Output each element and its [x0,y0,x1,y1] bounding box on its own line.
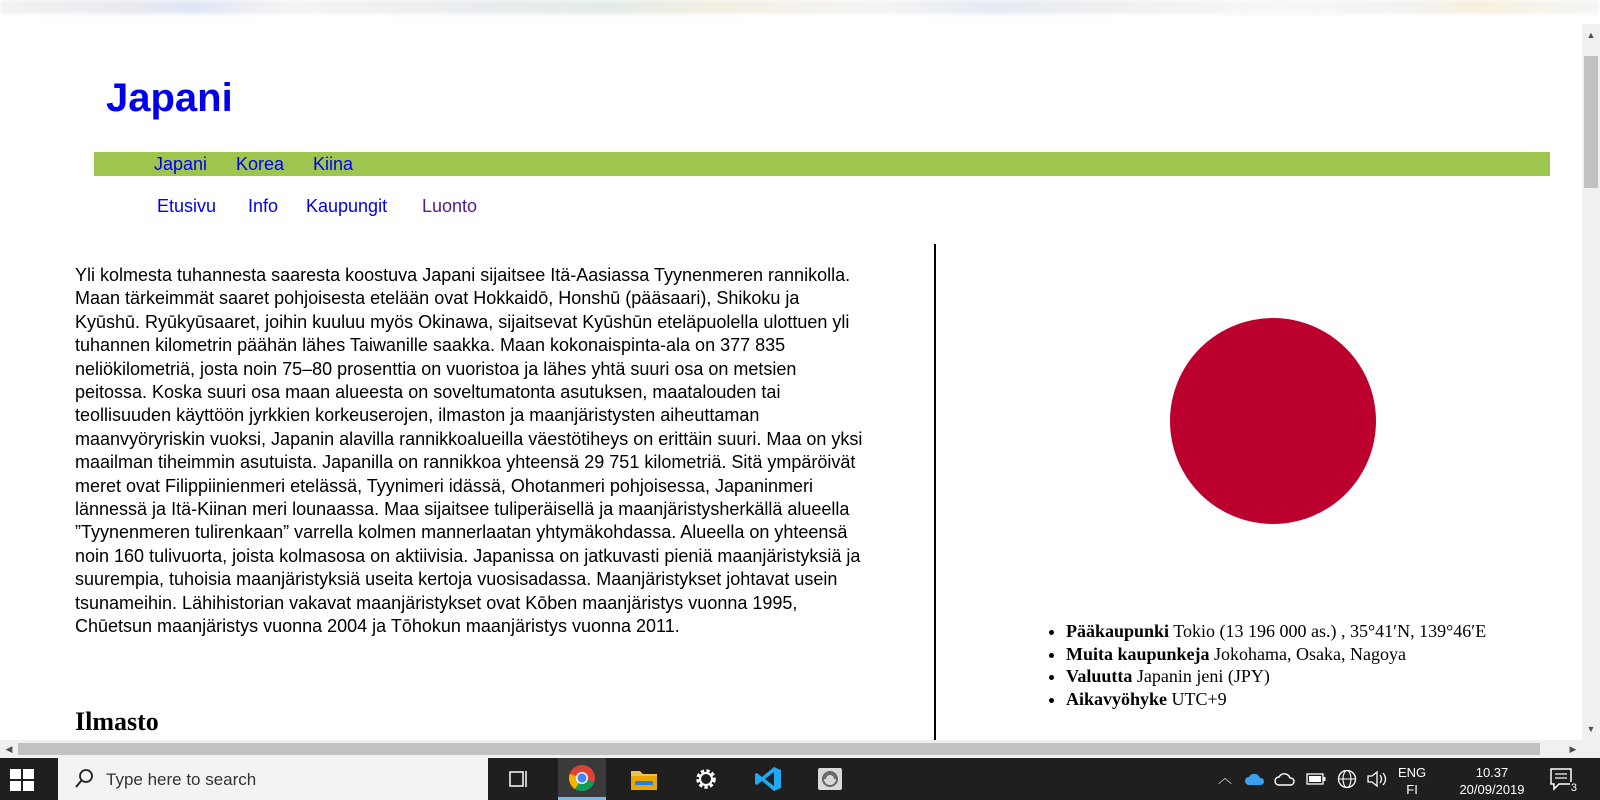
country-nav [94,152,1550,176]
taskbar-search-box[interactable] [58,758,488,800]
clock-time: 10.37 [1475,765,1509,780]
section-nav [0,192,800,222]
fact-item: • Aikavyöhyke UTC+9 [1066,688,1506,711]
vscode-icon[interactable] [744,758,792,800]
vertical-scroll-thumb[interactable] [1584,56,1598,188]
fact-item: • Pääkaupunki Tokio (13 196 000 as.) , 35°41′N, 139°46′E [1066,620,1506,643]
nav-link-japani[interactable]: Japani [154,154,208,174]
nav-link-korea[interactable]: Korea [236,154,285,174]
task-view-icon[interactable] [494,758,542,800]
onedrive-icon[interactable] [1244,772,1266,786]
windows-start-icon[interactable] [10,769,36,791]
notification-count: 3 [1570,782,1577,794]
blurred-browser-top [0,0,1600,24]
horizontal-scrollbar[interactable] [0,740,1600,758]
scroll-right-icon[interactable]: ▶ [1569,744,1577,754]
subnav-link-kaupungit[interactable]: Kaupungit [306,196,388,216]
clock-date: 20/09/2019 [1459,782,1525,797]
fact-item: • Muita kaupunkeja Jokohama, Osaka, Nagoya [1066,643,1506,666]
nav-link-kiina[interactable]: Kiina [313,154,354,174]
subnav-link-info[interactable]: Info [248,196,279,216]
network-globe-icon[interactable] [1336,769,1358,789]
notification-center-icon[interactable] [1548,766,1576,794]
scroll-down-icon[interactable]: ▼ [1586,724,1596,734]
settings-icon[interactable] [682,758,730,800]
vertical-scrollbar[interactable] [1582,24,1600,740]
search-icon [74,768,94,790]
chrome-icon[interactable] [558,758,606,800]
battery-icon[interactable] [1306,773,1326,785]
windows-taskbar [0,758,1600,800]
volume-icon[interactable] [1366,770,1388,788]
file-explorer-icon[interactable] [620,758,668,800]
column-divider [934,244,936,740]
taskbar-clock[interactable] [1444,764,1540,798]
chevron-up-icon[interactable]: ︿ [1218,770,1232,786]
scroll-left-icon[interactable]: ◀ [5,744,13,754]
scroll-up-icon[interactable]: ▲ [1586,30,1596,40]
language-indicator[interactable]: ENG FI [1398,765,1427,797]
app-icon[interactable] [806,758,854,800]
site-title: Japani [106,76,233,120]
subnav-link-etusivu[interactable]: Etusivu [157,196,217,216]
main-content [75,264,865,736]
facts-list [1044,620,1506,710]
fact-item: • Valuutta Japanin jeni (JPY) [1066,665,1506,688]
japan-flag [1170,318,1376,524]
cloud-icon[interactable] [1274,772,1296,786]
horizontal-scroll-thumb[interactable] [18,743,1540,755]
climate-heading: Ilmasto [75,707,159,736]
web-page [0,24,1582,740]
geography-paragraph: Yli kolmesta tuhannesta saaresta koostuva Japani sijaitsee Itä-Aasiassa Tyynenmeren rannikolla. Maan tärkeimmät saaret pohjoisesta etelään ovat Hokkaidō, Honshū (pääsaari), Shikoku ja Kyūshū. Ryūkyūsaaret, joihin kuuluu myös Okinawa, sijaitsevat Kyūshūn eteläpuolella ulottuen yli tuhannen kilometrin päähän lähes Taiwanille saakka. Maan kokonaispinta-ala on 377 835 neliökilometriä, josta noin 75–80 prosenttia on vuoristoa ja lähes yhtä suuri osa on metsien peitossa. Koska suuri osa maan alueesta on soveltumatonta asutuksen, maatalouden tai teollisuuden käyttöön jyrkkien korkeuserojen, ilmaston ja maanjäristysten aiheuttaman maanvyöryriskin vuoksi, Japanin alavilla rannikkoalueilla väestötiheys on erittäin suuri. Maa on yksi maailman tiheimmin asutuista. Japanilla on rannikkoa yhteensä 29 751 kilometriä. Sitä ympäröivät meret ovat Filippiinienmeri etelässä, Tyynimeri idässä, Ohotanmeri pohjoisessa, Japaninmeri lännessä ja Itä-Kiinan meri lounaassa. Maa sijaitsee tuliperäisellä ja maanjäristysherkällä alueella ”Tyynenmeren tulirenkaan” varrella kolmen mannerlaatan yhtymäkohdassa. Alueella on yhteensä noin 160 tulivuorta, joista kolmasosa on aktiivisia. Japanissa on jatkuvasti pieniä maanjäristyksiä ja suurempia, tuhoisia maanjäristyksiä useita kertoja vuosisadassa. Maanjäristykset johtavat usein tsunameihin. Lähihistorian vakavat maanjäristykset ovat Kōben maanjäristys vuonna 1995, Chūetsun maanjäristys vuonna 2004 ja Tōhokun maanjäristys vuonna 2011. [75,265,863,637]
subnav-link-luonto[interactable]: Luonto [422,196,478,216]
search-placeholder: Type here to search [106,770,257,789]
